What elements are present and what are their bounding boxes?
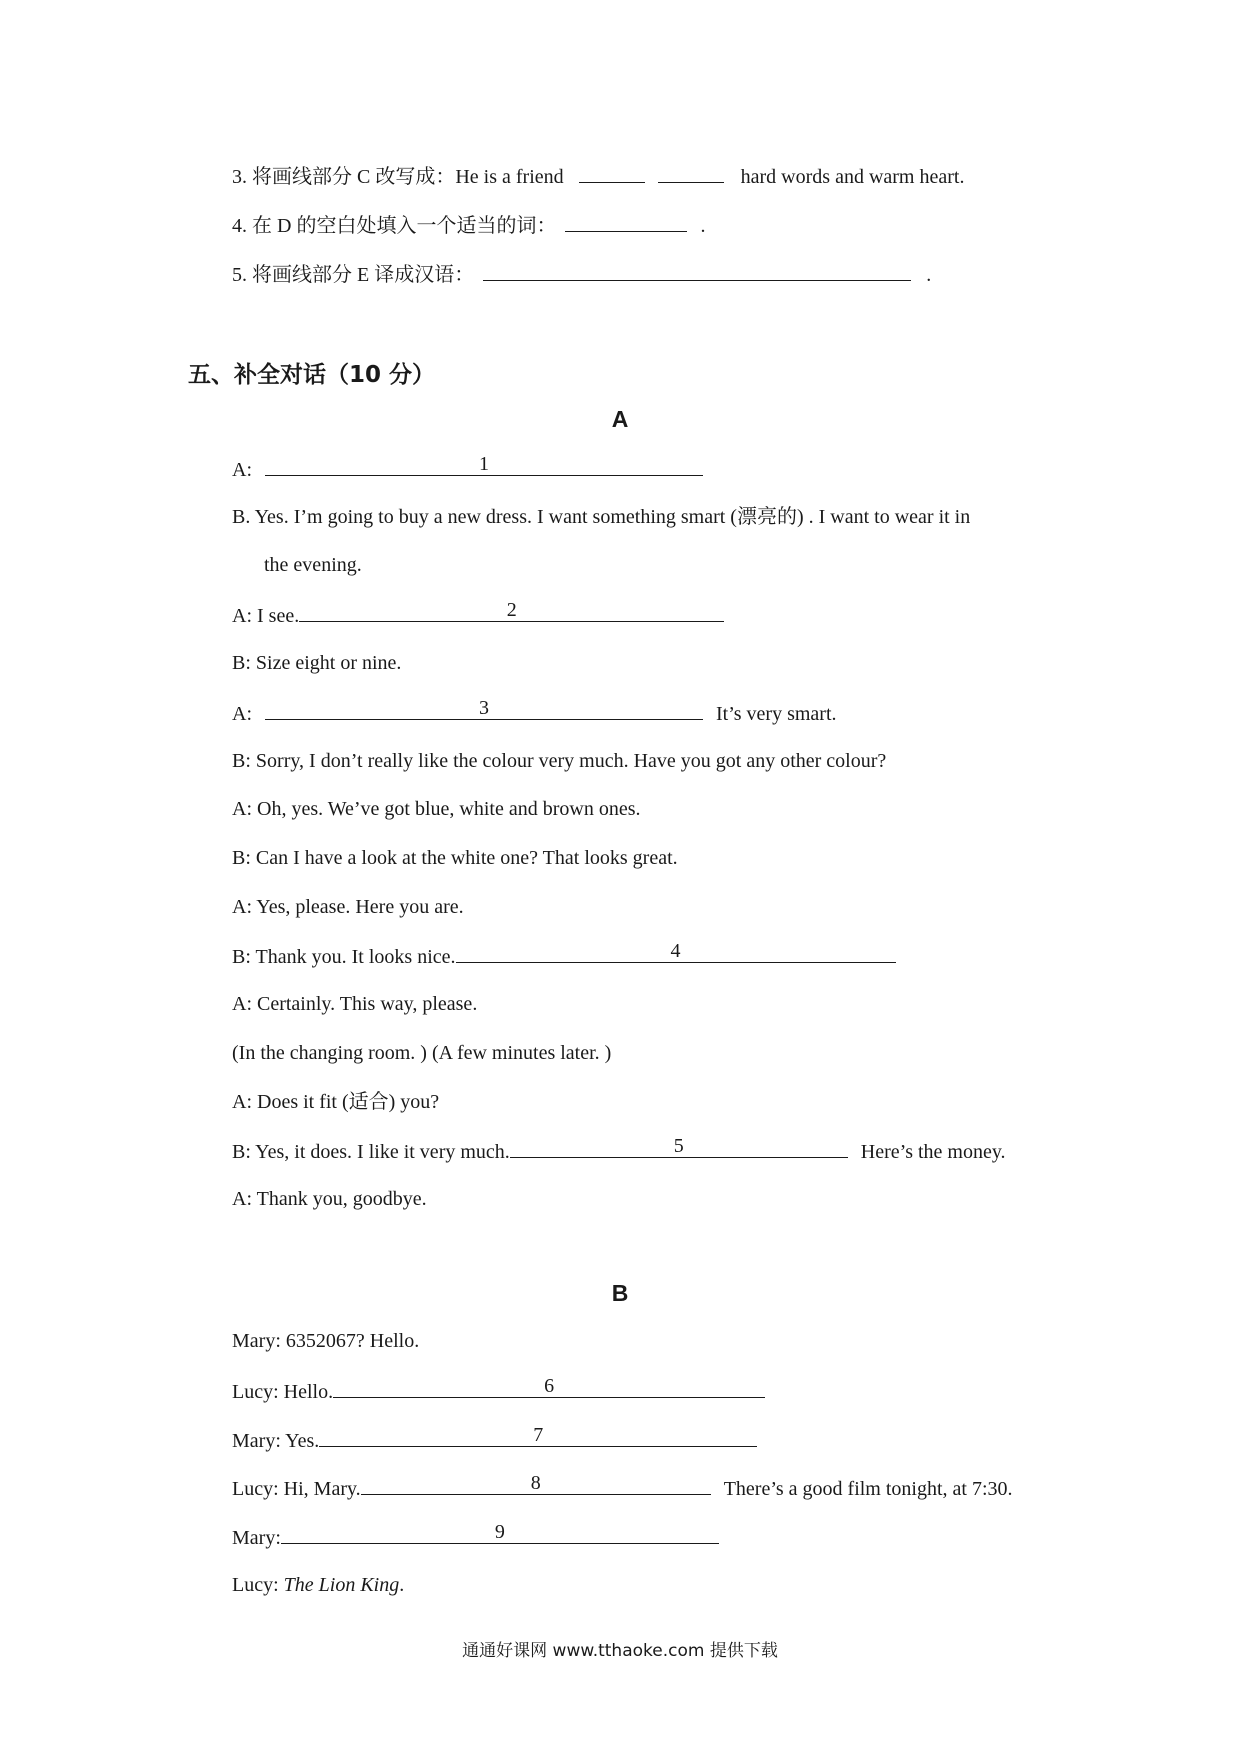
question-3: 3. 将画线部分 C 改写成：He is a friend hard words and warm heart. xyxy=(232,162,964,190)
answer-blank[interactable] xyxy=(579,162,645,183)
answer-blank-8[interactable]: 8 xyxy=(361,1474,711,1495)
dialogue-line: A: Does it fit (适合) you? xyxy=(232,1091,440,1113)
dialogue-line: B. Yes. I’m going to buy a new dress. I want something smart (漂亮的) . I want to wear it in xyxy=(232,506,971,528)
dialogue-line: A: Yes, please. Here you are. xyxy=(232,896,464,918)
dialogue-line: B: Can I have a look at the white one? That looks great. xyxy=(232,847,678,869)
dialogue-line: A: I see. 2 xyxy=(232,601,724,629)
dialogue-line: A: 3 It’s very smart. xyxy=(232,697,837,725)
dialogue-line: A: Oh, yes. We’ve got blue, white and brown ones. xyxy=(232,798,641,820)
dialogue-line: B: Yes, it does. I like it very much. 5 Here’s the money. xyxy=(232,1135,1006,1163)
answer-blank-1[interactable]: 1 xyxy=(265,455,703,476)
dialogue-line: Mary: 6352067? Hello. xyxy=(232,1330,420,1352)
answer-blank-6[interactable]: 6 xyxy=(333,1377,765,1398)
dialogue-line: Lucy: Hello. 6 xyxy=(232,1377,765,1405)
answer-blank[interactable] xyxy=(565,211,687,232)
section-heading: 五、补全对话（10 分） xyxy=(188,362,436,388)
answer-blank-2[interactable]: 2 xyxy=(299,601,724,622)
page-footer: 通通好课网 www.tthaoke.com 提供下载 xyxy=(462,1641,778,1661)
dialogue-line: A: 1 xyxy=(232,455,703,483)
dialogue-line: Mary: 9 xyxy=(232,1523,719,1551)
dialogue-line: B: Size eight or nine. xyxy=(232,652,402,674)
question-5: 5. 将画线部分 E 译成汉语： . xyxy=(232,260,931,288)
dialogue-line: A: Certainly. This way, please. xyxy=(232,993,478,1015)
dialogue-line: Mary: Yes. 7 xyxy=(232,1426,757,1454)
stage-direction: (In the changing room. ) (A few minutes later. ) xyxy=(232,1042,612,1064)
answer-blank[interactable] xyxy=(658,162,724,183)
dialogue-line-continuation: the evening. xyxy=(264,554,362,576)
answer-blank-5[interactable]: 5 xyxy=(510,1137,848,1158)
dialogue-line: Lucy: The Lion King. xyxy=(232,1574,405,1596)
dialogue-b-label: B xyxy=(611,1280,629,1306)
dialogue-line: A: Thank you, goodbye. xyxy=(232,1188,427,1210)
dialogue-a-label: A xyxy=(611,406,629,432)
dialogue-line: B: Sorry, I don’t really like the colour very much. Have you got any other colour? xyxy=(232,750,887,772)
answer-blank-9[interactable]: 9 xyxy=(281,1523,719,1544)
answer-blank[interactable] xyxy=(483,260,911,281)
question-4: 4. 在 D 的空白处填入一个适当的词： . xyxy=(232,211,705,239)
film-title: The Lion King xyxy=(283,1574,400,1596)
answer-blank-3[interactable]: 3 xyxy=(265,699,703,720)
dialogue-line: B: Thank you. It looks nice. 4 xyxy=(232,942,896,970)
answer-blank-4[interactable]: 4 xyxy=(456,942,896,963)
dialogue-line: Lucy: Hi, Mary. 8 There’s a good film tonight, at 7:30. xyxy=(232,1472,1013,1500)
answer-blank-7[interactable]: 7 xyxy=(319,1426,757,1447)
